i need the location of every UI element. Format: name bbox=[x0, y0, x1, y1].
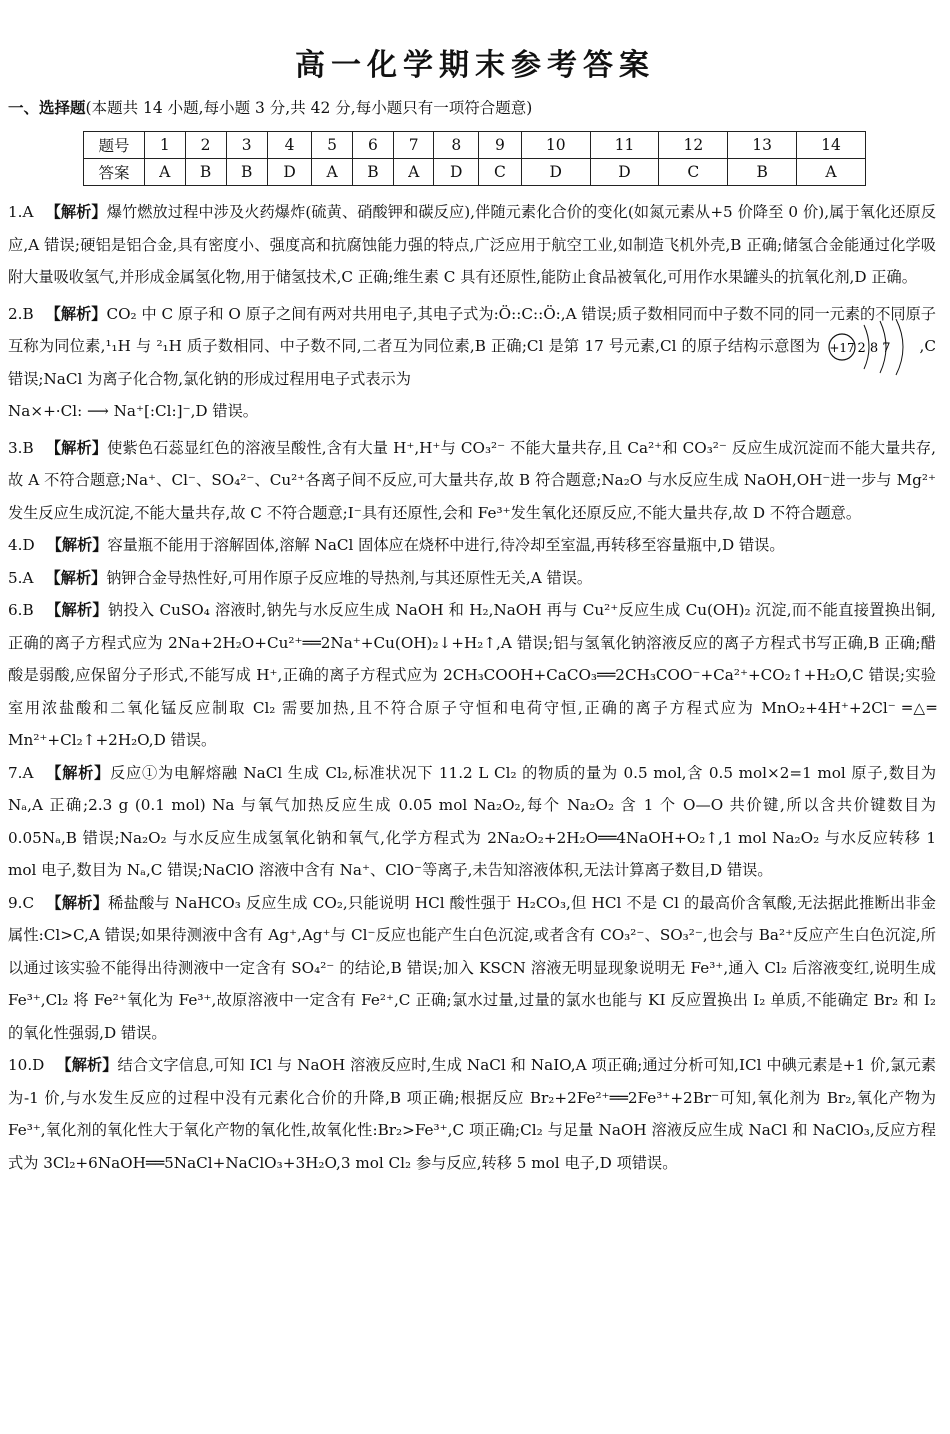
table-cell: 12 bbox=[659, 132, 728, 159]
table-cell: 14 bbox=[797, 132, 866, 159]
explanation-q9 bbox=[8, 887, 936, 1050]
table-row-numbers bbox=[84, 132, 866, 159]
table-cell: 5 bbox=[312, 132, 353, 159]
table-cell: D bbox=[521, 159, 590, 186]
table-cell: 7 bbox=[393, 132, 434, 159]
table-cell: B bbox=[728, 159, 797, 186]
question-answer: C bbox=[22, 893, 35, 912]
table-cell: B bbox=[185, 159, 226, 186]
explanation-text: 结合文字信息,可知 ICl 与 NaOH 溶液反应时,生成 NaCl 和 NaIO,A 项正确;通过分析可知,ICl 中碘元素是+1 价,氯元素为-1 价,与水发生反应的过程中没有元素化合价的升降,B 项正确;根据反应 Br₂+2Fe²⁺══2Fe³⁺+2Br⁻可知,氧化剂为 Br₂,氧化产物为 Fe³⁺,氧化剂的氧化性大于氧化产物的氧化性,故氧化性:Br₂>Fe³⁺,C 项正确;Cl₂ 与足量 NaOH 溶液反应生成 NaCl 和 NaClO₃,反应方程式为 3Cl₂+6NaOH══5NaCl+NaClO₃+3H₂O,3 mol Cl₂ 参与反应,转移 5 mol 电子,D 项错误。 bbox=[8, 1056, 937, 1172]
page-bottom-mask bbox=[0, 1368, 950, 1434]
explanation-text: 爆竹燃放过程中涉及火药爆炸(硫黄、硝酸钾和碳反应),伴随元素化合价的变化(如氮元素从+5 价降至 0 价),属于氧化还原反应,A 错误;硬铝是铝合金,具有密度小、强度高和抗腐蚀能力强的特点,广泛应用于航空工业,如制造飞机外壳,B 正确;储氢合金能通过化学吸附大量吸收氢气,并形成金属氢化物,用于储氢技术,C 正确;维生素 C 具有还原性,能防止食品被氧化,可用作水果罐头的抗氧化剂,D 正确。 bbox=[8, 203, 937, 286]
cl-atom-structure-diagram bbox=[828, 317, 918, 377]
explanation-text: 钠钾合金导热性好,可用作原子反应堆的导热剂,与其还原性无关,A 错误。 bbox=[106, 568, 593, 587]
table-cell: 4 bbox=[267, 132, 312, 159]
table-cell: B bbox=[352, 159, 393, 186]
row-label: 题号 bbox=[84, 132, 145, 159]
table-cell: 2 bbox=[185, 132, 226, 159]
question-number: 2. bbox=[8, 304, 23, 323]
section-heading bbox=[8, 96, 532, 118]
table-cell: 10 bbox=[521, 132, 590, 159]
section-title: 一、选择题 bbox=[8, 99, 86, 117]
question-number: 6. bbox=[8, 601, 23, 619]
explanation-q3 bbox=[8, 432, 936, 530]
page-title: 高一化学期末参考答案 bbox=[295, 48, 655, 83]
question-answer: A bbox=[22, 203, 34, 221]
table-cell: A bbox=[312, 159, 353, 186]
question-number: 3. bbox=[8, 438, 23, 457]
table-cell: D bbox=[267, 159, 312, 186]
question-answer: A bbox=[22, 763, 34, 782]
explanation-text: ,A 错误;质子数相同而中子数不同的同一元素的不同原子互称为同位素,¹₁H 与 ²₁H 质子数相同、中子数不同,二者互为同位素,B 正确;Cl 是第 17 号元素,Cl 的原子结构示意图为 bbox=[8, 304, 936, 355]
question-number: 5. bbox=[8, 568, 23, 587]
table-cell: A bbox=[393, 159, 434, 186]
analysis-tag: 【解析】 bbox=[46, 536, 108, 554]
explanation-q1 bbox=[8, 196, 936, 294]
table-cell: 3 bbox=[226, 132, 267, 159]
table-row-answers bbox=[84, 159, 866, 186]
explanation-q10 bbox=[8, 1049, 936, 1179]
table-cell: 11 bbox=[590, 132, 659, 159]
question-number: 4. bbox=[8, 536, 23, 554]
explanation-text: 容量瓶不能用于溶解固体,溶解 NaCl 固体应在烧杯中进行,待冷却至室温,再转移至容量瓶中,D 错误。 bbox=[107, 536, 785, 554]
analysis-tag: 【解析】 bbox=[56, 1056, 118, 1074]
analysis-tag: 【解析】 bbox=[45, 763, 111, 782]
explanation-text: 要加热,且不符合原子守恒和电荷守恒,正确的离子方程式应为 MnO₂+4H⁺+2Cl⁻ ═△═ Mn²⁺+Cl₂↑+2H₂O,D 错误。 bbox=[8, 698, 936, 749]
table-cell: 9 bbox=[479, 132, 522, 159]
table-cell: A bbox=[145, 159, 186, 186]
explanation-q4 bbox=[8, 529, 936, 562]
question-answer: B bbox=[22, 438, 34, 457]
explanation-q5 bbox=[8, 562, 936, 595]
question-number: 10. bbox=[8, 1056, 33, 1074]
co2-electron-formula: :Ö::C::Ö: bbox=[493, 304, 561, 323]
question-answer: A bbox=[22, 568, 34, 587]
table-cell: D bbox=[590, 159, 659, 186]
table-cell: 13 bbox=[728, 132, 797, 159]
question-number: 1. bbox=[8, 203, 23, 221]
table-cell: D bbox=[434, 159, 479, 186]
question-answer: D bbox=[22, 536, 35, 554]
table-cell: 1 bbox=[145, 132, 186, 159]
analysis-tag: 【解析】 bbox=[45, 203, 107, 221]
question-number: 9. bbox=[8, 893, 23, 912]
explanation-q7 bbox=[8, 757, 936, 887]
table-cell: C bbox=[479, 159, 522, 186]
table-cell: 8 bbox=[434, 132, 479, 159]
explanation-text: ,D 错误。 bbox=[190, 402, 258, 420]
explanation-q6 bbox=[8, 594, 936, 757]
analysis-tag: 【解析】 bbox=[45, 568, 107, 587]
explanation-q2 bbox=[8, 298, 936, 428]
nacl-formation-formula: Na×+·Cl: ⟶ Na⁺[:Cl:]⁻ bbox=[8, 402, 191, 420]
explanations bbox=[8, 196, 936, 1179]
analysis-tag: 【解析】 bbox=[45, 304, 107, 323]
analysis-tag: 【解析】 bbox=[45, 438, 108, 457]
table-cell: 6 bbox=[352, 132, 393, 159]
table-cell: A bbox=[797, 159, 866, 186]
section-note: (本题共 14 小题,每小题 3 分,共 42 分,每小题只有一项符合题意) bbox=[85, 99, 533, 117]
table-cell: C bbox=[659, 159, 728, 186]
explanation-text: 钠投入 CuSO₄ 溶液时,钠先与水反应生成 NaOH 和 H₂,NaOH 再与 Cu²⁺反应生成 Cu(OH)₂ 沉淀,而不能直接置换出铜,正确的离子方程式应为 2Na+2H₂O+Cu²⁺══2Na⁺+Cu(OH)₂↓+H₂↑,A 错误;铝与氢氧化钠溶液反应的离子方程式书写正确,B 正确;醋酸是弱酸,应保留分子形式,不能写成 H⁺,正确的离子方程式应为 2CH₃COOH+CaCO₃══2CH₃COO⁻+Ca²⁺+CO₂↑+H₂O,C 错误;实验室用浓盐酸和二氧化锰反应制取 Cl₂ 需 bbox=[8, 601, 937, 717]
explanation-text: 使紫色石蕊显红色的溶液呈酸性,含有大量 H⁺,H⁺与 CO₃²⁻ 不能大量共存,且 Ca²⁺和 CO₃²⁻ 反应生成沉淀而不能大量共存,故 A 不符合题意;Na⁺、Cl⁻、SO₄²⁻、Cu²⁺各离子间不反应,可大量共存,故 B 符合题意;Na₂O 与水反应生成 NaOH,OH⁻进一步与 Mg²⁺发生反应生成沉淀,不能大量共存,故 C 不符合题意;I⁻具有还原性,会和 Fe³⁺发生氧化还原反应,不能大量共存,故 D 不符合题意。 bbox=[8, 438, 937, 522]
shell-electrons: 2 8 7 bbox=[857, 341, 891, 356]
question-answer: B bbox=[22, 601, 34, 619]
explanation-text: 稀盐酸与 NaHCO₃ 反应生成 CO₂,只能说明 HCl 酸性强于 H₂CO₃,但 HCl 不是 Cl 的最高价含氧酸,无法据此推断出非金属性:Cl>C,A 错误;如果待测液中含有 Ag⁺,Ag⁺与 Cl⁻反应也能产生白色沉淀,或者含有 CO₃²⁻、SO₃²⁻,也会与 Ba²⁺反应产生白色沉淀,所以通过该实验不能得出待测液中一定含有 SO₄²⁻ 的结论,B 错误;加入 KSCN 溶液无明显现象说明无 Fe³⁺,通入 Cl₂ 后溶液变红,说明生成 Fe³⁺,Cl₂ 将 Fe²⁺氧化为 Fe³⁺,故原溶液中一定含有 Fe²⁺,C 正确;氯水过量,过量的氯水也能与 KI 反应置换出 I₂ 单质,不能确定 Br₂ 和 I₂ 的氧化性强弱,D 错误。 bbox=[8, 893, 936, 1042]
table-cell: B bbox=[226, 159, 267, 186]
row-label: 答案 bbox=[84, 159, 145, 186]
question-answer: B bbox=[22, 304, 34, 323]
answer-table bbox=[83, 131, 866, 186]
explanation-text: CO₂ 中 C 原子和 O 原子之间有两对共用电子,其电子式为 bbox=[106, 304, 494, 323]
explanation-text: ,C 错误;NaCl 为离子化合物,氯化钠的形成过程用电子式表示为 bbox=[8, 337, 936, 388]
question-answer: D bbox=[32, 1056, 45, 1074]
analysis-tag: 【解析】 bbox=[45, 601, 108, 619]
atom-diagram-svg bbox=[828, 317, 918, 377]
analysis-tag: 【解析】 bbox=[46, 893, 109, 912]
nucleus-label: +17 bbox=[828, 341, 855, 355]
question-number: 7. bbox=[8, 763, 23, 782]
explanation-text: 反应①为电解熔融 NaCl 生成 Cl₂,标准状况下 11.2 L Cl₂ 的物质的量为 0.5 mol,含 0.5 mol×2=1 mol 原子,数目为 Nₐ,A 正确;2.3 g (0.1 mol) Na 与氧气加热反应生成 0.05 mol Na₂O₂,每个 Na₂O₂ 含 1 个 O—O 共价键,所以含共价键数目为 0.05Nₐ,B 错误;Na₂O₂ 与水反应生成氢氧化钠和氧气,化学方程式为 2Na₂O₂+2H₂O══4NaOH+O₂↑,1 mol Na₂O₂ 与水反应转移 1 mol 电子,数目为 Nₐ,C 错误;NaClO 溶液中含有 Na⁺、ClO⁻等离子,未告知溶液体积,无法计算离子数目,D 错误。 bbox=[8, 763, 937, 879]
